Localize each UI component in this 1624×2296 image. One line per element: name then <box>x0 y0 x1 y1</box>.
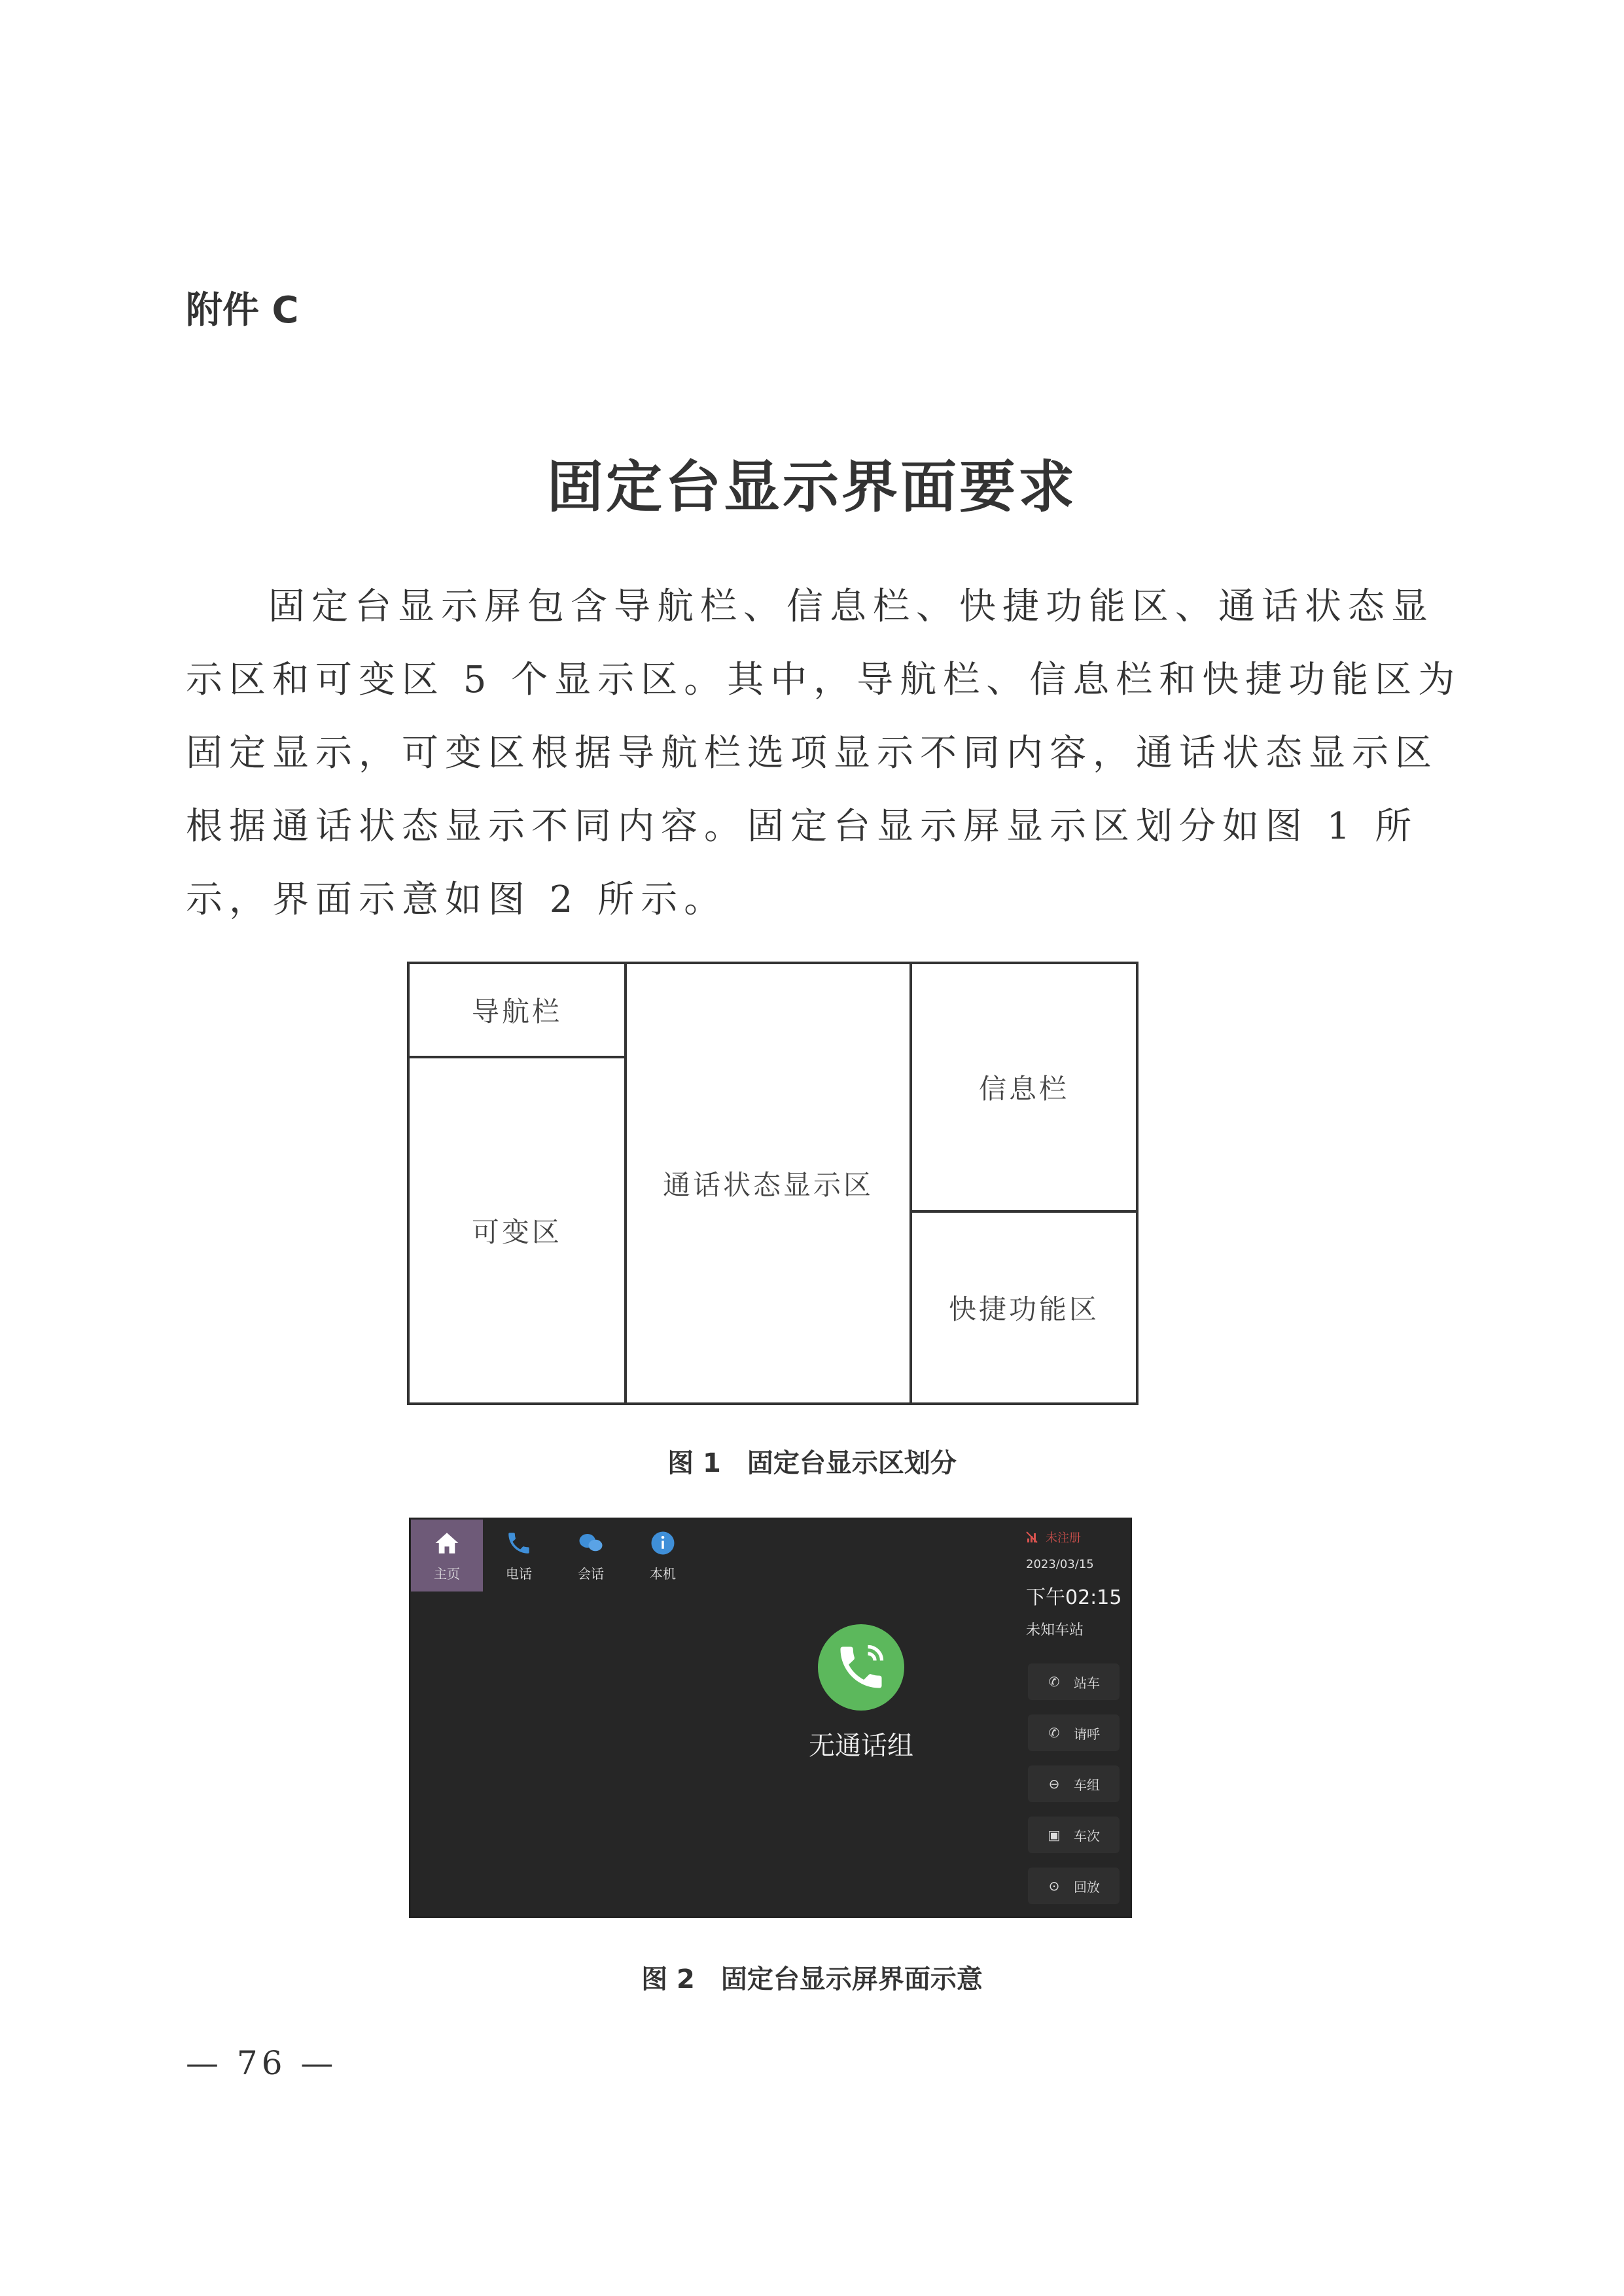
playback-icon: ⊙ <box>1048 1878 1060 1894</box>
page-title: 固定台显示界面要求 <box>547 455 1077 520</box>
paragraph-line: 示区和可变区 5 个显示区。其中，导航栏、信息栏和快捷功能区为 <box>186 659 1462 701</box>
quick-button-train[interactable] <box>1028 1817 1120 1853</box>
nav-item-device[interactable] <box>627 1520 699 1592</box>
figure2-caption: 图 2 固定台显示屏界面示意 <box>641 1964 983 1994</box>
diagram-call-status-area: 通话状态显示区 <box>624 962 912 1405</box>
quick-button-request-call[interactable] <box>1028 1714 1120 1751</box>
nav-label: 本机 <box>650 1565 676 1582</box>
time-text: 下午02:15 <box>1026 1586 1122 1609</box>
nav-item-home[interactable] <box>411 1520 483 1592</box>
phone-icon <box>505 1529 533 1557</box>
phone-icon: ✆ <box>1048 1674 1060 1690</box>
paragraph-line: 示，界面示意如图 2 所示。 <box>186 878 728 921</box>
quick-button-label: 站车 <box>1074 1675 1100 1691</box>
paragraph-line: 根据通话状态显示不同内容。固定台显示屏显示区划分如图 1 所 <box>186 805 1419 848</box>
signal-icon <box>1026 1531 1042 1544</box>
station-text: 未知车站 <box>1026 1622 1084 1639</box>
quick-button-label: 请呼 <box>1074 1726 1100 1742</box>
call-status-text: 无通话组 <box>809 1731 913 1761</box>
info-icon <box>649 1529 677 1557</box>
phone-request-icon: ✆ <box>1048 1725 1060 1741</box>
signal-status <box>1026 1529 1081 1546</box>
diagram-variable-area: 可变区 <box>407 1056 627 1405</box>
paragraph-line: 固定显示，可变区根据导航栏选项显示不同内容，通话状态显示区 <box>186 732 1438 774</box>
signal-status-text: 未注册 <box>1046 1531 1081 1545</box>
date-text: 2023/03/15 <box>1026 1557 1094 1571</box>
quick-button-label: 车次 <box>1074 1828 1100 1844</box>
quick-button-group[interactable] <box>1028 1765 1120 1802</box>
diagram-quick-function-area: 快捷功能区 <box>909 1210 1139 1405</box>
page-number: — 76 — <box>186 2044 338 2082</box>
nav-label: 电话 <box>506 1565 532 1582</box>
diagram-info-bar: 信息栏 <box>909 962 1139 1213</box>
nav-item-phone[interactable] <box>483 1520 555 1592</box>
train-icon: ▣ <box>1048 1827 1061 1843</box>
diagram-nav-bar: 导航栏 <box>407 962 627 1058</box>
quick-button-station-call[interactable] <box>1028 1663 1120 1700</box>
phone-ring-icon <box>834 1640 889 1695</box>
chat-icon <box>577 1529 605 1557</box>
paragraph-line: 固定台显示屏包含导航栏、信息栏、快捷功能区、通话状态显 <box>268 585 1434 628</box>
screen-mockup <box>409 1518 1132 1918</box>
nav-label: 主页 <box>434 1565 460 1582</box>
quick-button-label: 车组 <box>1074 1777 1100 1793</box>
quick-button-label: 回放 <box>1074 1879 1100 1895</box>
group-icon: ⊖ <box>1048 1776 1060 1792</box>
call-status-icon <box>818 1624 904 1711</box>
figure1-caption: 图 1 固定台显示区划分 <box>667 1448 957 1478</box>
layout-diagram <box>407 962 1139 1405</box>
annex-label: 附件 C <box>186 289 299 332</box>
quick-button-playback[interactable] <box>1028 1868 1120 1904</box>
home-icon <box>433 1529 461 1557</box>
nav-item-chat[interactable] <box>555 1520 627 1592</box>
nav-label: 会话 <box>578 1565 604 1582</box>
